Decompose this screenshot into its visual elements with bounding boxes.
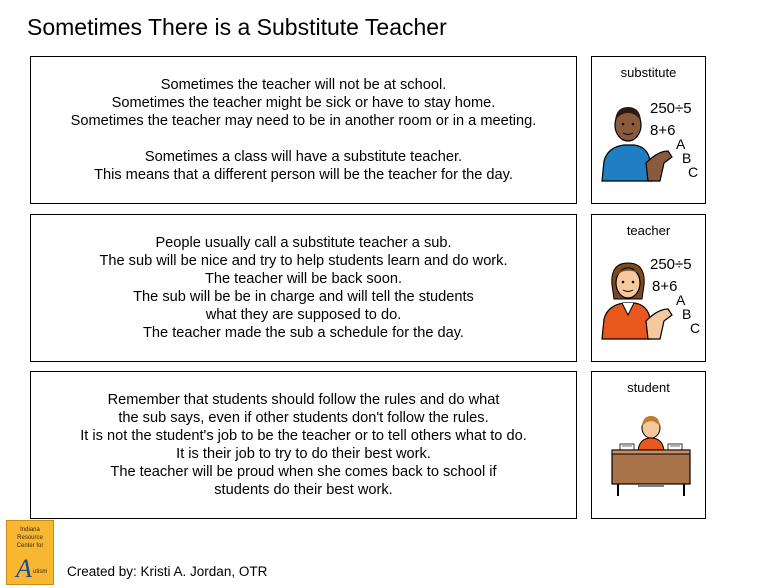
svg-text:A: A (16, 554, 32, 583)
board-text: C (690, 320, 701, 336)
picture-label: teacher (626, 223, 671, 238)
picture-box-teacher (591, 214, 706, 362)
credit-text: Created by: Kristi A. Jordan, OTR (67, 564, 268, 579)
board-text: B (682, 306, 692, 322)
story-line: The teacher will be proud when she comes back to school if (110, 464, 497, 480)
story-line: Remember that students should follow the rules and do what (107, 392, 500, 408)
story-line: It is their job to try to do their best work. (176, 446, 431, 462)
logo-text: Center for (16, 543, 44, 549)
story-line: The teacher made the sub a schedule for the day. (143, 325, 464, 341)
story-text-3 (80, 391, 527, 499)
picture-label: substitute (620, 65, 677, 80)
substitute-teacher-icon (598, 91, 702, 199)
svg-text:utism: utism (33, 569, 48, 575)
story-line: This means that a different person will be the teacher for the day. (94, 167, 513, 183)
picture-box-student (591, 371, 706, 519)
board-text: 8+6 (650, 122, 676, 139)
autism-logo-icon (7, 521, 53, 584)
board-text: A (676, 136, 686, 152)
story-line: Sometimes the teacher might be sick or have to stay home. (111, 95, 496, 111)
story-line: The sub will be nice and try to help students learn and do work. (99, 253, 508, 269)
story-box-1 (30, 56, 577, 204)
board-text: B (682, 150, 692, 166)
story-text-2 (99, 234, 507, 342)
logo-text: Indiana (20, 527, 40, 533)
teacher-icon (598, 249, 702, 357)
board-text: 250÷5 (650, 100, 692, 117)
page-title: Sometimes There is a Substitute Teacher (27, 14, 447, 40)
board-text: 8+6 (652, 278, 678, 295)
logo-text: Resource (17, 535, 43, 541)
picture-box-substitute (591, 56, 706, 204)
story-line: It is not the student's job to be the teacher or to tell others what to do. (80, 428, 527, 444)
story-line: The sub will be be in charge and will tell the students (133, 289, 474, 305)
story-line: Sometimes the teacher will not be at school. (160, 77, 447, 93)
story-line: The teacher will be back soon. (204, 271, 403, 287)
board-text: A (676, 292, 686, 308)
story-line: the sub says, even if other students don't follow the rules. (118, 410, 489, 426)
story-line: students do their best work. (214, 482, 393, 498)
story-box-2 (30, 214, 577, 362)
board-text: 250÷5 (650, 256, 692, 273)
story-text-1 (71, 76, 537, 184)
story-line: People usually call a substitute teacher a sub. (155, 235, 452, 251)
board-text: C (688, 164, 699, 180)
indiana-resource-center-for-autism-logo (6, 520, 54, 585)
story-line: Sometimes a class will have a substitute teacher. (144, 149, 463, 165)
picture-label: student (627, 380, 670, 395)
story-line: what they are supposed to do. (205, 307, 402, 323)
story-line-blank (71, 130, 537, 148)
story-line: Sometimes the teacher may need to be in another room or in a meeting. (70, 113, 537, 129)
student-at-desk-icon (598, 406, 702, 514)
story-box-3 (30, 371, 577, 519)
